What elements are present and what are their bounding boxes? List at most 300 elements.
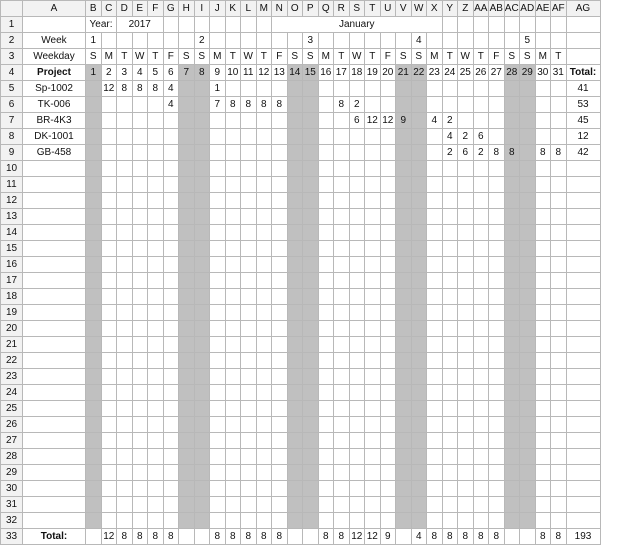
- hours-cell[interactable]: [101, 401, 117, 417]
- hours-cell[interactable]: [380, 193, 396, 209]
- hours-cell[interactable]: 12: [380, 113, 396, 129]
- hours-cell[interactable]: [520, 161, 536, 177]
- hours-cell[interactable]: [287, 465, 303, 481]
- hours-cell[interactable]: [427, 97, 443, 113]
- day-total-cell[interactable]: 12: [349, 529, 365, 545]
- hours-cell[interactable]: [427, 193, 443, 209]
- hours-cell[interactable]: [210, 449, 226, 465]
- day-total-cell[interactable]: 8: [427, 529, 443, 545]
- hours-cell[interactable]: [396, 273, 412, 289]
- day-total-cell[interactable]: 8: [334, 529, 350, 545]
- hours-cell[interactable]: [287, 401, 303, 417]
- hours-cell[interactable]: [520, 193, 536, 209]
- hours-cell[interactable]: [163, 385, 179, 401]
- project-name[interactable]: DK-1001: [23, 129, 86, 145]
- row-header-7[interactable]: 7: [1, 113, 23, 129]
- hours-cell[interactable]: [535, 97, 551, 113]
- hours-cell[interactable]: [132, 145, 148, 161]
- hours-cell[interactable]: [210, 305, 226, 321]
- hours-cell[interactable]: [473, 241, 489, 257]
- hours-cell[interactable]: [473, 369, 489, 385]
- hours-cell[interactable]: [148, 401, 164, 417]
- hours-cell[interactable]: [132, 321, 148, 337]
- hours-cell[interactable]: 7: [210, 97, 226, 113]
- hours-cell[interactable]: [551, 433, 567, 449]
- hours-cell[interactable]: [225, 161, 241, 177]
- hours-cell[interactable]: [473, 193, 489, 209]
- hours-cell[interactable]: [551, 81, 567, 97]
- week-label[interactable]: Week: [23, 33, 86, 49]
- hours-cell[interactable]: [365, 129, 381, 145]
- hours-cell[interactable]: [473, 113, 489, 129]
- hours-cell[interactable]: [132, 337, 148, 353]
- hours-cell[interactable]: [101, 113, 117, 129]
- hours-cell[interactable]: [163, 321, 179, 337]
- project-total-empty[interactable]: [566, 321, 600, 337]
- hours-cell[interactable]: [489, 369, 505, 385]
- hours-cell[interactable]: [132, 305, 148, 321]
- project-name[interactable]: BR-4K3: [23, 113, 86, 129]
- hours-cell[interactable]: [163, 305, 179, 321]
- hours-cell[interactable]: [473, 257, 489, 273]
- hours-cell[interactable]: [442, 449, 458, 465]
- week-number-cell[interactable]: [210, 33, 226, 49]
- hours-cell[interactable]: [132, 161, 148, 177]
- hours-cell[interactable]: [489, 193, 505, 209]
- hours-cell[interactable]: [148, 321, 164, 337]
- hours-cell[interactable]: [117, 113, 133, 129]
- hours-cell[interactable]: [256, 113, 272, 129]
- hours-cell[interactable]: [86, 161, 102, 177]
- hours-cell[interactable]: [132, 225, 148, 241]
- hours-cell[interactable]: [179, 401, 195, 417]
- hours-cell[interactable]: [551, 353, 567, 369]
- hours-cell[interactable]: [473, 481, 489, 497]
- hours-cell[interactable]: [349, 81, 365, 97]
- hours-cell[interactable]: [380, 305, 396, 321]
- hours-cell[interactable]: [380, 353, 396, 369]
- hours-cell[interactable]: [148, 289, 164, 305]
- hours-cell[interactable]: [163, 481, 179, 497]
- hours-cell[interactable]: [194, 161, 210, 177]
- hours-cell[interactable]: [287, 449, 303, 465]
- hours-cell[interactable]: [194, 177, 210, 193]
- hours-cell[interactable]: [303, 209, 319, 225]
- hours-cell[interactable]: [504, 193, 520, 209]
- hours-cell[interactable]: [349, 449, 365, 465]
- hours-cell[interactable]: [473, 161, 489, 177]
- hours-cell[interactable]: [396, 481, 412, 497]
- hours-cell[interactable]: [117, 225, 133, 241]
- hours-cell[interactable]: [225, 321, 241, 337]
- hours-cell[interactable]: [256, 353, 272, 369]
- hours-cell[interactable]: [411, 465, 427, 481]
- hours-cell[interactable]: [210, 417, 226, 433]
- day-number-cell[interactable]: 20: [380, 65, 396, 81]
- day-total-cell[interactable]: 8: [256, 529, 272, 545]
- hours-cell[interactable]: 8: [504, 145, 520, 161]
- cell-blank[interactable]: [535, 17, 551, 33]
- row-header-21[interactable]: 21: [1, 337, 23, 353]
- hours-cell[interactable]: [194, 241, 210, 257]
- hours-cell[interactable]: [163, 289, 179, 305]
- week-number-cell[interactable]: [504, 33, 520, 49]
- hours-cell[interactable]: [256, 513, 272, 529]
- day-total-cell[interactable]: 8: [551, 529, 567, 545]
- hours-cell[interactable]: [256, 449, 272, 465]
- day-number-cell[interactable]: 3: [117, 65, 133, 81]
- hours-cell[interactable]: [210, 289, 226, 305]
- grand-total[interactable]: 193: [566, 529, 600, 545]
- hours-cell[interactable]: [473, 289, 489, 305]
- day-number-cell[interactable]: 15: [303, 65, 319, 81]
- hours-cell[interactable]: [442, 225, 458, 241]
- hours-cell[interactable]: [117, 433, 133, 449]
- column-header-f[interactable]: F: [148, 1, 164, 17]
- hours-cell[interactable]: [365, 305, 381, 321]
- row-header-18[interactable]: 18: [1, 289, 23, 305]
- hours-cell[interactable]: [318, 273, 334, 289]
- week-number-cell[interactable]: 2: [194, 33, 210, 49]
- hours-cell[interactable]: [303, 81, 319, 97]
- hours-cell[interactable]: [225, 417, 241, 433]
- hours-cell[interactable]: [473, 433, 489, 449]
- hours-cell[interactable]: 8: [148, 81, 164, 97]
- hours-cell[interactable]: [473, 513, 489, 529]
- hours-cell[interactable]: [179, 177, 195, 193]
- hours-cell[interactable]: [101, 497, 117, 513]
- hours-cell[interactable]: [303, 481, 319, 497]
- hours-cell[interactable]: [179, 497, 195, 513]
- hours-cell[interactable]: [504, 97, 520, 113]
- hours-cell[interactable]: [194, 481, 210, 497]
- hours-cell[interactable]: [101, 305, 117, 321]
- week-number-cell[interactable]: [163, 33, 179, 49]
- hours-cell[interactable]: [535, 241, 551, 257]
- day-number-cell[interactable]: 23: [427, 65, 443, 81]
- hours-cell[interactable]: 6: [349, 113, 365, 129]
- hours-cell[interactable]: [427, 177, 443, 193]
- hours-cell[interactable]: [551, 321, 567, 337]
- hours-cell[interactable]: [194, 465, 210, 481]
- week-number-cell[interactable]: [334, 33, 350, 49]
- weekday-cell[interactable]: F: [163, 49, 179, 65]
- hours-cell[interactable]: [86, 449, 102, 465]
- weekday-cell[interactable]: S: [287, 49, 303, 65]
- row-header-16[interactable]: 16: [1, 257, 23, 273]
- hours-cell[interactable]: [163, 257, 179, 273]
- hours-cell[interactable]: [132, 449, 148, 465]
- hours-cell[interactable]: [551, 449, 567, 465]
- hours-cell[interactable]: [396, 321, 412, 337]
- hours-cell[interactable]: [504, 449, 520, 465]
- hours-cell[interactable]: [225, 513, 241, 529]
- day-number-cell[interactable]: 30: [535, 65, 551, 81]
- hours-cell[interactable]: [349, 177, 365, 193]
- hours-cell[interactable]: [256, 497, 272, 513]
- hours-cell[interactable]: [256, 289, 272, 305]
- hours-cell[interactable]: [396, 465, 412, 481]
- hours-cell[interactable]: [396, 369, 412, 385]
- weekday-cell[interactable]: W: [458, 49, 474, 65]
- hours-cell[interactable]: [241, 161, 257, 177]
- hours-cell[interactable]: [303, 465, 319, 481]
- hours-cell[interactable]: [179, 369, 195, 385]
- hours-cell[interactable]: [365, 193, 381, 209]
- hours-cell[interactable]: [318, 145, 334, 161]
- hours-cell[interactable]: 8: [334, 97, 350, 113]
- hours-cell[interactable]: [256, 305, 272, 321]
- hours-cell[interactable]: [210, 497, 226, 513]
- row-header-19[interactable]: 19: [1, 305, 23, 321]
- hours-cell[interactable]: [504, 225, 520, 241]
- hours-cell[interactable]: 1: [210, 81, 226, 97]
- hours-cell[interactable]: [334, 465, 350, 481]
- hours-cell[interactable]: [535, 113, 551, 129]
- hours-cell[interactable]: [225, 113, 241, 129]
- hours-cell[interactable]: [117, 401, 133, 417]
- day-total-cell[interactable]: [287, 529, 303, 545]
- hours-cell[interactable]: [86, 273, 102, 289]
- hours-cell[interactable]: [132, 113, 148, 129]
- hours-cell[interactable]: [194, 145, 210, 161]
- hours-cell[interactable]: [349, 257, 365, 273]
- hours-cell[interactable]: [148, 177, 164, 193]
- hours-cell[interactable]: [132, 369, 148, 385]
- hours-cell[interactable]: [179, 289, 195, 305]
- hours-cell[interactable]: 6: [473, 129, 489, 145]
- hours-cell[interactable]: [241, 145, 257, 161]
- hours-cell[interactable]: [411, 113, 427, 129]
- hours-cell[interactable]: [349, 161, 365, 177]
- hours-cell[interactable]: [442, 353, 458, 369]
- hours-cell[interactable]: [117, 97, 133, 113]
- hours-cell[interactable]: [427, 145, 443, 161]
- hours-cell[interactable]: [473, 353, 489, 369]
- project-total-empty[interactable]: [566, 289, 600, 305]
- hours-cell[interactable]: [535, 129, 551, 145]
- hours-cell[interactable]: [380, 481, 396, 497]
- hours-cell[interactable]: [194, 497, 210, 513]
- hours-cell[interactable]: [241, 337, 257, 353]
- hours-cell[interactable]: [520, 497, 536, 513]
- hours-cell[interactable]: [334, 193, 350, 209]
- hours-cell[interactable]: [442, 321, 458, 337]
- hours-cell[interactable]: [241, 241, 257, 257]
- hours-cell[interactable]: [256, 193, 272, 209]
- hours-cell[interactable]: [318, 369, 334, 385]
- week-number-cell[interactable]: [101, 33, 117, 49]
- row-header-1[interactable]: 1: [1, 17, 23, 33]
- weekday-cell[interactable]: S: [504, 49, 520, 65]
- hours-cell[interactable]: [287, 177, 303, 193]
- hours-cell[interactable]: [427, 513, 443, 529]
- hours-cell[interactable]: [318, 481, 334, 497]
- project-total[interactable]: 53: [566, 97, 600, 113]
- hours-cell[interactable]: [318, 129, 334, 145]
- hours-cell[interactable]: [86, 321, 102, 337]
- hours-cell[interactable]: [241, 209, 257, 225]
- hours-cell[interactable]: [194, 193, 210, 209]
- hours-cell[interactable]: [194, 289, 210, 305]
- project-name-empty[interactable]: [23, 321, 86, 337]
- day-number-cell[interactable]: 26: [473, 65, 489, 81]
- day-total-cell[interactable]: [194, 529, 210, 545]
- hours-cell[interactable]: [86, 353, 102, 369]
- hours-cell[interactable]: [411, 129, 427, 145]
- hours-cell[interactable]: [365, 385, 381, 401]
- weekday-cell[interactable]: F: [489, 49, 505, 65]
- hours-cell[interactable]: [132, 97, 148, 113]
- day-total-cell[interactable]: 8: [535, 529, 551, 545]
- hours-cell[interactable]: [318, 337, 334, 353]
- hours-cell[interactable]: [101, 193, 117, 209]
- row-header-30[interactable]: 30: [1, 481, 23, 497]
- hours-cell[interactable]: [194, 513, 210, 529]
- hours-cell[interactable]: 4: [163, 81, 179, 97]
- hours-cell[interactable]: [489, 385, 505, 401]
- cell-blank[interactable]: [504, 17, 520, 33]
- hours-cell[interactable]: [396, 433, 412, 449]
- hours-cell[interactable]: [411, 225, 427, 241]
- hours-cell[interactable]: [349, 513, 365, 529]
- hours-cell[interactable]: [380, 177, 396, 193]
- hours-cell[interactable]: [318, 401, 334, 417]
- hours-cell[interactable]: [504, 289, 520, 305]
- hours-cell[interactable]: [411, 81, 427, 97]
- hours-cell[interactable]: [365, 209, 381, 225]
- hours-cell[interactable]: [535, 353, 551, 369]
- column-header-k[interactable]: K: [225, 1, 241, 17]
- hours-cell[interactable]: [504, 401, 520, 417]
- hours-cell[interactable]: [535, 385, 551, 401]
- hours-cell[interactable]: [365, 433, 381, 449]
- project-name-empty[interactable]: [23, 193, 86, 209]
- hours-cell[interactable]: [427, 273, 443, 289]
- hours-cell[interactable]: [117, 353, 133, 369]
- hours-cell[interactable]: [427, 353, 443, 369]
- day-number-cell[interactable]: 2: [101, 65, 117, 81]
- column-header-b[interactable]: B: [86, 1, 102, 17]
- hours-cell[interactable]: [148, 417, 164, 433]
- hours-cell[interactable]: [349, 353, 365, 369]
- project-name-empty[interactable]: [23, 385, 86, 401]
- hours-cell[interactable]: 12: [365, 113, 381, 129]
- hours-cell[interactable]: [334, 161, 350, 177]
- cell-blank[interactable]: [489, 17, 505, 33]
- hours-cell[interactable]: 2: [442, 113, 458, 129]
- hours-cell[interactable]: [272, 257, 288, 273]
- row-header-9[interactable]: 9: [1, 145, 23, 161]
- hours-cell[interactable]: [148, 337, 164, 353]
- day-number-cell[interactable]: 24: [442, 65, 458, 81]
- hours-cell[interactable]: [132, 257, 148, 273]
- hours-cell[interactable]: [504, 513, 520, 529]
- hours-cell[interactable]: [365, 321, 381, 337]
- hours-cell[interactable]: [241, 321, 257, 337]
- hours-cell[interactable]: [427, 497, 443, 513]
- day-number-cell[interactable]: 31: [551, 65, 567, 81]
- hours-cell[interactable]: [551, 497, 567, 513]
- hours-cell[interactable]: [473, 97, 489, 113]
- project-name-empty[interactable]: [23, 417, 86, 433]
- hours-cell[interactable]: 4: [427, 113, 443, 129]
- hours-cell[interactable]: [473, 401, 489, 417]
- cell-blank[interactable]: [194, 17, 210, 33]
- cell-blank[interactable]: [551, 17, 567, 33]
- hours-cell[interactable]: [148, 305, 164, 321]
- hours-cell[interactable]: [520, 225, 536, 241]
- hours-cell[interactable]: [458, 113, 474, 129]
- hours-cell[interactable]: [179, 465, 195, 481]
- hours-cell[interactable]: [101, 337, 117, 353]
- hours-cell[interactable]: [148, 481, 164, 497]
- hours-cell[interactable]: [303, 417, 319, 433]
- row-header-24[interactable]: 24: [1, 385, 23, 401]
- hours-cell[interactable]: [303, 145, 319, 161]
- hours-cell[interactable]: [148, 193, 164, 209]
- hours-cell[interactable]: [551, 289, 567, 305]
- hours-cell[interactable]: [225, 177, 241, 193]
- hours-cell[interactable]: [179, 145, 195, 161]
- project-total-empty[interactable]: [566, 273, 600, 289]
- day-number-cell[interactable]: 18: [349, 65, 365, 81]
- hours-cell[interactable]: [334, 417, 350, 433]
- hours-cell[interactable]: [551, 481, 567, 497]
- hours-cell[interactable]: [520, 257, 536, 273]
- hours-cell[interactable]: [194, 353, 210, 369]
- hours-cell[interactable]: [380, 369, 396, 385]
- hours-cell[interactable]: [396, 161, 412, 177]
- hours-cell[interactable]: [489, 209, 505, 225]
- hours-cell[interactable]: [179, 433, 195, 449]
- hours-cell[interactable]: [535, 177, 551, 193]
- cell-blank[interactable]: [566, 17, 600, 33]
- hours-cell[interactable]: [117, 385, 133, 401]
- hours-cell[interactable]: [427, 209, 443, 225]
- hours-cell[interactable]: [427, 385, 443, 401]
- hours-cell[interactable]: [194, 401, 210, 417]
- hours-cell[interactable]: [256, 401, 272, 417]
- hours-cell[interactable]: [411, 337, 427, 353]
- hours-cell[interactable]: [458, 81, 474, 97]
- column-header-g[interactable]: G: [163, 1, 179, 17]
- hours-cell[interactable]: [396, 145, 412, 161]
- hours-cell[interactable]: [411, 145, 427, 161]
- hours-cell[interactable]: [241, 113, 257, 129]
- column-header-v[interactable]: V: [396, 1, 412, 17]
- week-number-cell[interactable]: [349, 33, 365, 49]
- hours-cell[interactable]: [132, 465, 148, 481]
- hours-cell[interactable]: [163, 417, 179, 433]
- hours-cell[interactable]: [86, 417, 102, 433]
- project-name-empty[interactable]: [23, 449, 86, 465]
- hours-cell[interactable]: [411, 289, 427, 305]
- hours-cell[interactable]: [458, 385, 474, 401]
- hours-cell[interactable]: [210, 241, 226, 257]
- hours-cell[interactable]: [225, 305, 241, 321]
- weekday-cell[interactable]: T: [442, 49, 458, 65]
- hours-cell[interactable]: [194, 97, 210, 113]
- hours-cell[interactable]: [520, 433, 536, 449]
- row-header-2[interactable]: 2: [1, 33, 23, 49]
- project-name-empty[interactable]: [23, 241, 86, 257]
- hours-cell[interactable]: [473, 225, 489, 241]
- hours-cell[interactable]: [303, 321, 319, 337]
- hours-cell[interactable]: [551, 225, 567, 241]
- hours-cell[interactable]: [520, 465, 536, 481]
- day-number-cell[interactable]: 12: [256, 65, 272, 81]
